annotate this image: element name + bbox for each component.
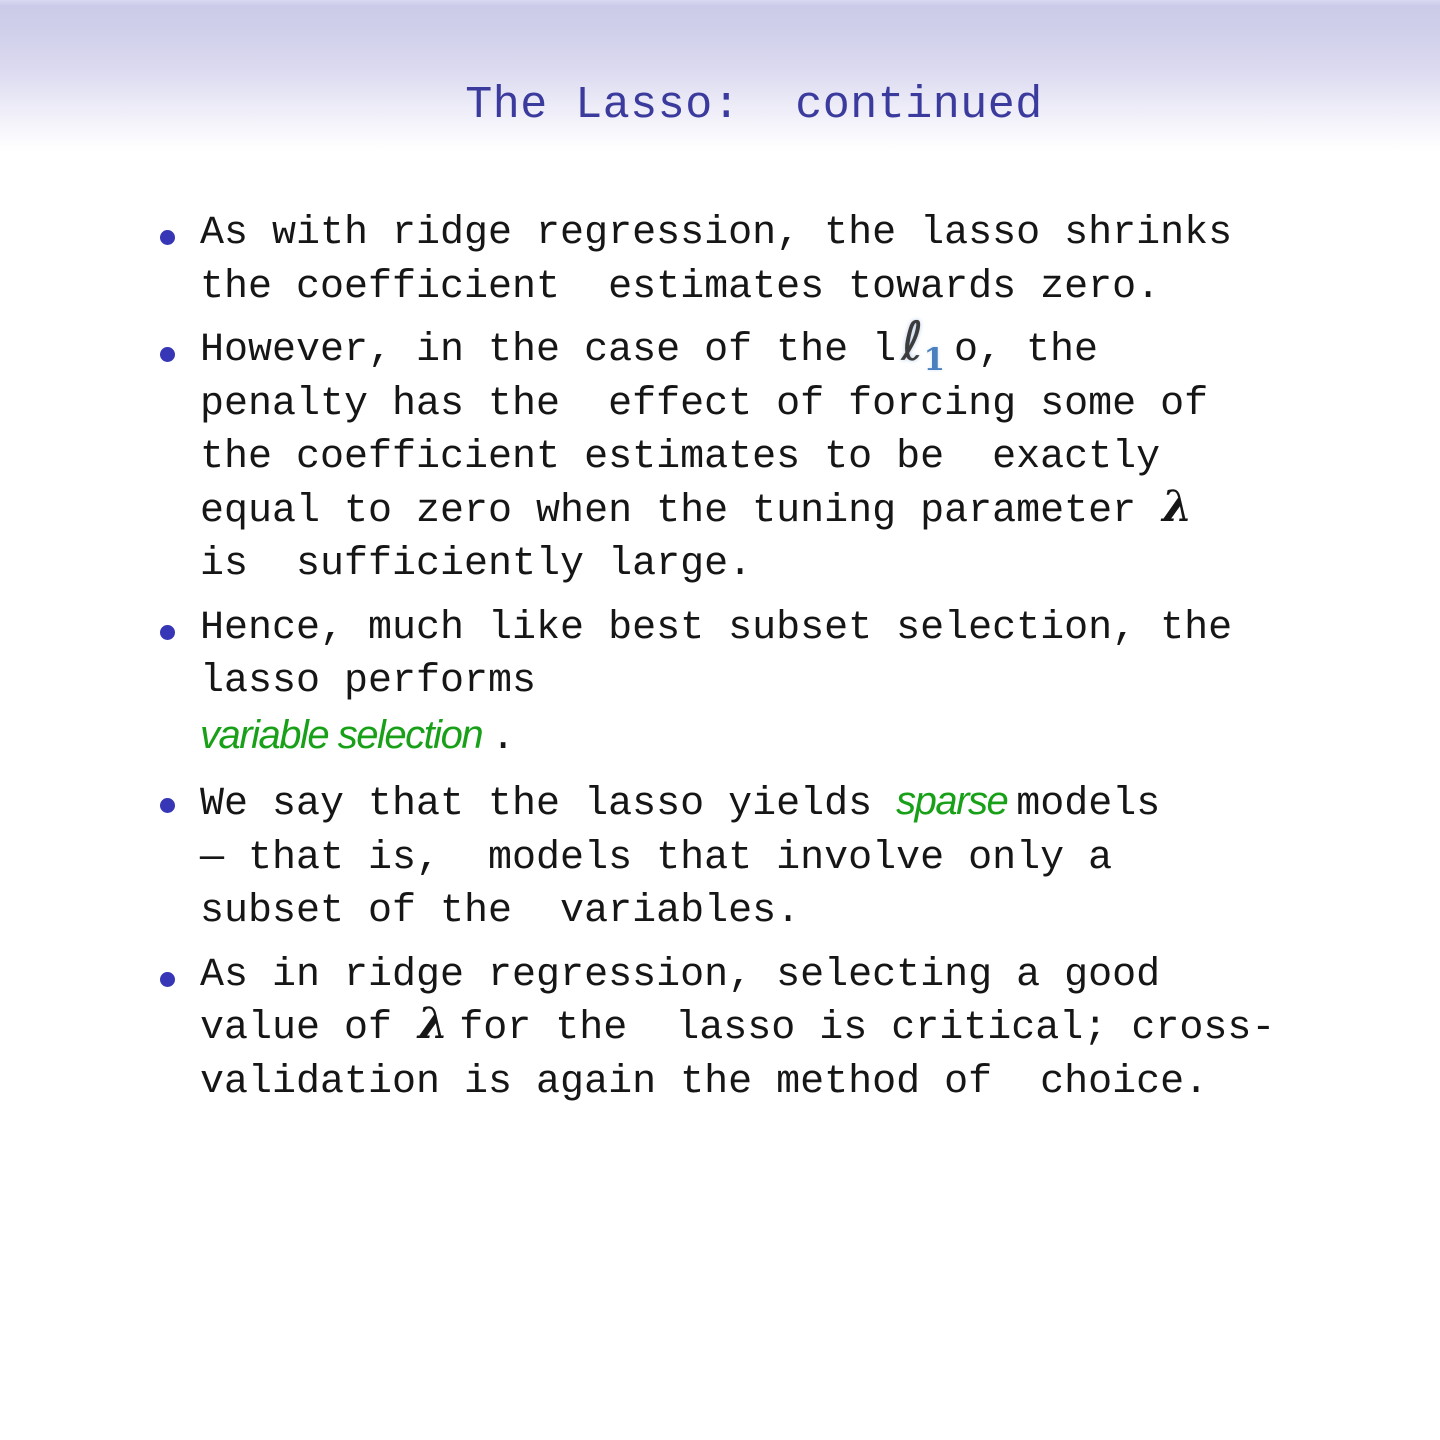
text-line: [200, 261, 1370, 315]
lambda-symbol: λ: [1162, 481, 1193, 532]
text-segment: As with ridge regression, the lasso shrinks: [200, 211, 1233, 256]
bullet-text: [200, 949, 1370, 1110]
text-segment: We say that the lasso yields: [200, 782, 897, 827]
bullet-list: [200, 207, 1370, 1119]
text-segment: the coefficient estimates to be exactly: [200, 435, 1161, 480]
text-segment: Hence, much like best subset selection, the: [200, 605, 1233, 651]
ell-subscript: 1: [923, 342, 946, 378]
text-segment: equal to zero when the tuning parameter: [200, 488, 1161, 534]
text-segment: for the lasso is critical; cross-: [459, 1006, 1276, 1051]
bullet-text: [200, 207, 1370, 314]
bullet-dot-icon: [160, 972, 175, 987]
text-segment: value of: [200, 1006, 417, 1051]
text-line: [200, 538, 1370, 592]
bullet-text: [200, 310, 1370, 592]
text-segment: validation is again the method of choice.: [200, 1059, 1209, 1105]
bullet-text: [200, 775, 1370, 939]
text-line: [200, 207, 1370, 261]
text-segment: the coefficient estimates towards zero.: [200, 264, 1161, 310]
text-segment: penalty has the effect of forcing some of: [200, 381, 1209, 427]
bullet-dot-icon: [160, 625, 175, 640]
highlight-term: variable selection: [200, 712, 483, 757]
bullet-item: [200, 310, 1370, 592]
bullet-dot-icon: [160, 798, 175, 813]
bullet-text: [200, 602, 1370, 766]
ell-symbol: ℓ: [901, 310, 924, 373]
bullet-dot-icon: [160, 347, 175, 362]
bullet-item: [200, 949, 1370, 1110]
text-line: [200, 709, 1370, 766]
bullet-item: [200, 207, 1370, 314]
bullet-item: [200, 775, 1370, 939]
text-line: [200, 655, 1370, 709]
text-segment: As in ridge regression, selecting a good: [200, 952, 1161, 998]
text-line: [200, 378, 1370, 432]
text-segment: models: [1016, 782, 1161, 827]
text-line: [200, 1056, 1370, 1110]
text-line: [200, 310, 1370, 378]
bullet-item: [200, 602, 1370, 766]
highlight-term: sparse: [896, 779, 1008, 823]
text-line: [200, 481, 1370, 539]
text-segment: .: [491, 715, 516, 761]
text-segment: lasso performs: [200, 659, 537, 704]
text-line: [200, 431, 1370, 485]
text-line: [200, 999, 1370, 1056]
text-line: [200, 885, 1370, 939]
lambda-symbol: λ: [418, 999, 449, 1049]
text-line: [200, 775, 1370, 832]
bullet-dot-icon: [160, 230, 175, 245]
text-segment: — that is, models that involve only a: [200, 835, 1113, 881]
page-title: The Lasso: continued: [465, 80, 1043, 131]
text-segment: subset of the variables.: [200, 889, 801, 934]
text-line: [200, 602, 1370, 656]
text-line: [200, 832, 1370, 886]
text-line: [200, 949, 1370, 1003]
text-segment: is sufficiently large.: [200, 542, 753, 587]
text-segment: However, in the case of the l: [200, 328, 897, 373]
text-segment: o, the: [954, 328, 1099, 373]
